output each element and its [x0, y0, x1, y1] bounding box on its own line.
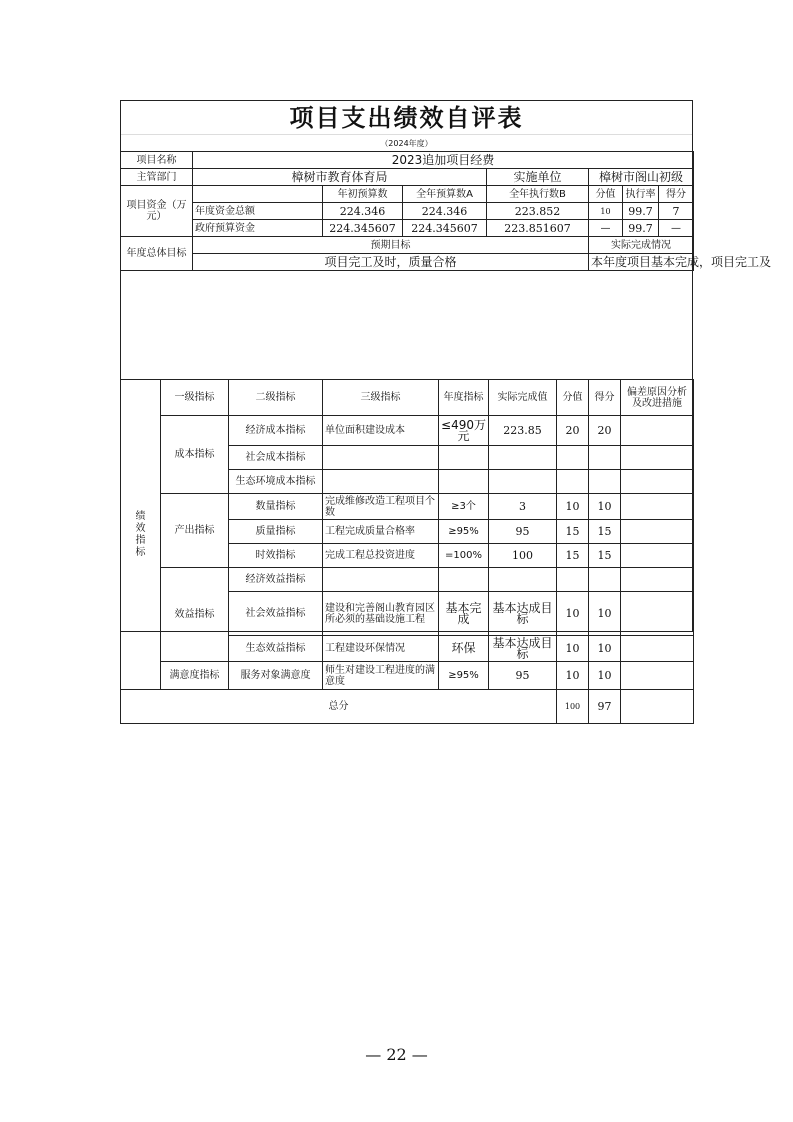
deviation-cell: [621, 446, 694, 470]
total-score: 97: [589, 690, 621, 724]
total-label: 总分: [121, 690, 557, 724]
project-name: 2023追加项目经费: [193, 152, 694, 169]
l2-cell: 社会成本指标: [229, 446, 323, 470]
l2-cell: 质量指标: [229, 520, 323, 544]
total-value: 100: [557, 690, 589, 724]
actual-cell: [489, 470, 557, 494]
score-cell: 15: [589, 520, 621, 544]
target-cell: ≥95%: [439, 662, 489, 690]
score-value-cell: 20: [557, 416, 589, 446]
row1-initial: 224.346: [323, 203, 403, 220]
expected-label: 预期目标: [193, 237, 589, 254]
actual-cell: 3: [489, 494, 557, 520]
group-satisfaction: 满意度指标: [161, 662, 229, 690]
fund-blank: [193, 186, 323, 203]
score-cell: 15: [589, 544, 621, 568]
project-info-table: [120, 151, 772, 271]
page-number: — 22 —: [365, 1045, 428, 1064]
expected-goal: 项目完工及时，质量合格: [193, 254, 589, 271]
l2-cell: 生态效益指标: [229, 636, 323, 662]
hdr-actual: 实际完成值: [489, 380, 557, 416]
hdr-deviation: 偏差原因分析及改进措施: [621, 380, 694, 416]
score-cell: 10: [589, 662, 621, 690]
row1-score-value: 10: [589, 203, 623, 220]
deviation-cell: [621, 568, 694, 592]
l3-cell: 师生对建设工程进度的满意度: [323, 662, 439, 690]
hdr-target: 年度指标: [439, 380, 489, 416]
deviation-cell: [621, 470, 694, 494]
score-value-cell: 15: [557, 544, 589, 568]
row1-annual: 224.346: [403, 203, 487, 220]
total-deviation: [621, 690, 694, 724]
fund-label: 项目资金（万元）: [121, 186, 193, 237]
actual-cell: 95: [489, 520, 557, 544]
group-output: 产出指标: [161, 494, 229, 568]
l2-cell: 时效指标: [229, 544, 323, 568]
actual-cell: 基本达成目标: [489, 592, 557, 636]
score-value-cell: 15: [557, 520, 589, 544]
col-score: 得分: [659, 186, 694, 203]
l2-cell: 社会效益指标: [229, 592, 323, 636]
l3-cell: 单位面积建设成本: [323, 416, 439, 446]
l2-cell: 经济效益指标: [229, 568, 323, 592]
actual-cell: [489, 568, 557, 592]
hdr-score: 得分: [589, 380, 621, 416]
l3-cell: [323, 470, 439, 494]
row2-rate: 99.7: [623, 220, 659, 237]
l3-cell: 工程完成质量合格率: [323, 520, 439, 544]
l3-cell: 完成工程总投资进度: [323, 544, 439, 568]
target-cell: ≤490万元: [439, 416, 489, 446]
target-cell: =100%: [439, 544, 489, 568]
score-cell: [589, 446, 621, 470]
actual-cell: 95: [489, 662, 557, 690]
score-cell: 20: [589, 416, 621, 446]
score-value-cell: [557, 568, 589, 592]
target-cell: ≥95%: [439, 520, 489, 544]
actual-result: 本年度项目基本完成，项目完工及: [589, 254, 694, 271]
target-cell: ≥3个: [439, 494, 489, 520]
score-cell: 10: [589, 636, 621, 662]
score-value-cell: 10: [557, 636, 589, 662]
row1-score: 7: [659, 203, 694, 220]
goal-label: 年度总体目标: [121, 237, 193, 271]
score-value-cell: 10: [557, 494, 589, 520]
deviation-cell: [621, 636, 694, 662]
row1-rate: 99.7: [623, 203, 659, 220]
target-cell: [439, 446, 489, 470]
score-cell: [589, 568, 621, 592]
l3-cell: 工程建设环保情况: [323, 636, 439, 662]
actual-cell: 223.85: [489, 416, 557, 446]
form-year: （2024年度）: [121, 134, 692, 152]
dept-label: 主管部门: [121, 169, 193, 186]
actual-cell: [489, 446, 557, 470]
row2-initial: 224.345607: [323, 220, 403, 237]
performance-table: [120, 379, 694, 724]
row2-label: 政府预算资金: [193, 220, 323, 237]
l2-cell: 数量指标: [229, 494, 323, 520]
self-evaluation-form: [120, 100, 772, 713]
score-cell: 10: [589, 592, 621, 636]
row2-score-value: —: [589, 220, 623, 237]
target-cell: [439, 470, 489, 494]
l3-cell: 建设和完善阁山教育园区所必须的基础设施工程: [323, 592, 439, 636]
row2-annual: 224.345607: [403, 220, 487, 237]
dept-value: 樟树市教育体育局: [193, 169, 487, 186]
impl-unit-label: 实施单位: [487, 169, 589, 186]
l2-cell: 生态环境成本指标: [229, 470, 323, 494]
hdr-score-value: 分值: [557, 380, 589, 416]
group-benefit: 效益指标: [161, 568, 229, 662]
impl-unit-value: 樟树市阁山初级: [589, 169, 694, 186]
col-exec: 全年执行数B: [487, 186, 589, 203]
hdr-level3: 三级指标: [323, 380, 439, 416]
deviation-cell: [621, 494, 694, 520]
perf-side-label: 绩效指标: [121, 380, 161, 690]
row1-exec: 223.852: [487, 203, 589, 220]
group-cost: 成本指标: [161, 416, 229, 494]
l3-cell: [323, 446, 439, 470]
col-rate: 执行率: [623, 186, 659, 203]
deviation-cell: [621, 592, 694, 636]
hdr-level1: 一级指标: [161, 380, 229, 416]
l3-cell: [323, 568, 439, 592]
l2-cell: 经济成本指标: [229, 416, 323, 446]
actual-cell: 基本达成目标: [489, 636, 557, 662]
deviation-cell: [621, 416, 694, 446]
row2-score: —: [659, 220, 694, 237]
form-title: 项目支出绩效自评表: [289, 103, 524, 132]
deviation-cell: [621, 544, 694, 568]
score-value-cell: 10: [557, 662, 589, 690]
score-value-cell: [557, 470, 589, 494]
score-value-cell: 10: [557, 592, 589, 636]
score-cell: [589, 470, 621, 494]
target-cell: [439, 568, 489, 592]
l3-cell: 完成维修改造工程项目个数: [323, 494, 439, 520]
actual-label: 实际完成情况: [589, 237, 694, 254]
score-cell: 10: [589, 494, 621, 520]
deviation-cell: [621, 662, 694, 690]
actual-cell: 100: [489, 544, 557, 568]
target-cell: 基本完成: [439, 592, 489, 636]
row2-exec: 223.851607: [487, 220, 589, 237]
score-value-cell: [557, 446, 589, 470]
col-initial: 年初预算数: [323, 186, 403, 203]
col-score-value: 分值: [589, 186, 623, 203]
col-annual: 全年预算数A: [403, 186, 487, 203]
project-name-label: 项目名称: [121, 152, 193, 169]
deviation-cell: [621, 520, 694, 544]
target-cell: 环保: [439, 636, 489, 662]
row1-label: 年度资金总额: [193, 203, 323, 220]
hdr-level2: 二级指标: [229, 380, 323, 416]
l2-cell: 服务对象满意度: [229, 662, 323, 690]
